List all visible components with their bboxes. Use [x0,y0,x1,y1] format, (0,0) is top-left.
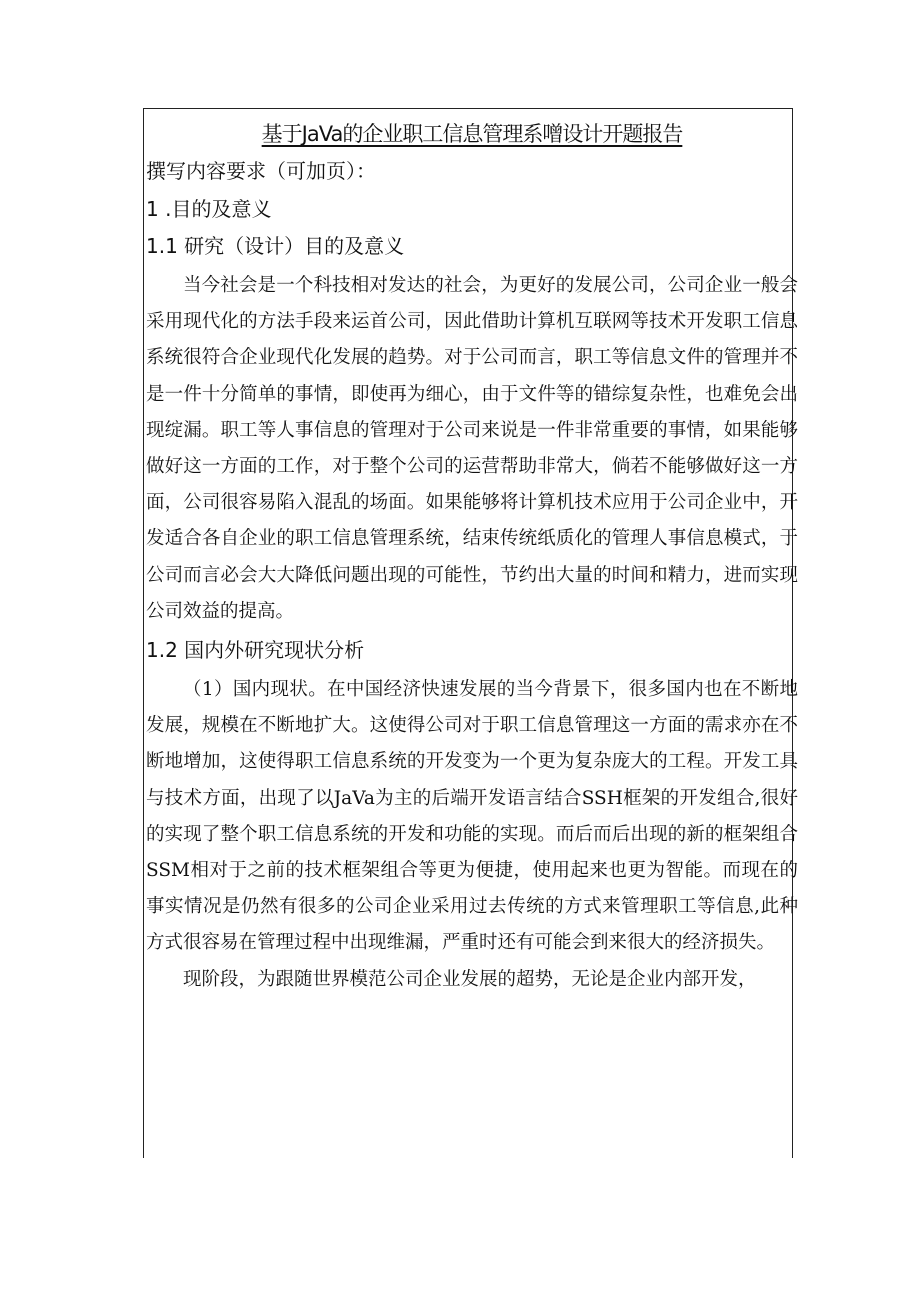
heading-research-status: 1.2 国内外研究现状分析 [146,638,365,663]
document-frame [143,108,798,1158]
heading-research-purpose: 1.1 研究（设计）目的及意义 [146,234,405,258]
heading-purpose: 1 .目的及意义 [146,197,272,221]
paragraph-domestic-status: （1）国内现状。在中国经济快速发展的当今背景下，很多国内也在不断地发展，规模在不断地扩大。这使得公司对于职工信息管理这一方面的需求亦在不断地增加，这使得职工信息系统的开发变为一个更为复杂庞大的工程。开发工具与技术方面，出现了以JaVa为主的后端开发语言结合SSH框架的开发组合,很好的实现了整个职工信息系统的开发和功能的实现。而后而后出现的新的框架组合SSM相对于之前的技术框架组合等更为便捷，使用起来也更为智能。而现在的事实情况是仍然有很多的公司企业采用过去传统的方式来管理职工等信息,此种方式很容易在管理过程中出现维漏，严重时还有可能会到来很大的经济损失。 [146,679,798,954]
paragraph-wrapper [146,669,798,1000]
paragraph-research-purpose: 当今社会是一个科技相对发达的社会，为更好的发展公司，公司企业一般会采用现代化的方法手段来运首公司，因此借助计算机互联网等技术开发职工信息系统很符合企业现代化发展的趋势。对于公司而言，职工等信息文件的管理并不是一件十分简单的事情，即使再为细心，由于文件等的错综复杂性，也难免会出现绽漏。职工等人事信息的管理对于公司来说是一件非常重要的事情，如果能够做好这一方面的工作，对于整个公司的运营帮助非常大，倘若不能够做好这一方面，公司很容易陷入混乱的场面。如果能够将计算机技术应用于公司企业中，开发适合各自企业的职工信息管理系统，结束传统纸质化的管理人事信息模式，于公司而言必会大大降低问题出现的可能性，节约出大量的时间和精力，进而实现公司效益的提高。 [146,275,798,622]
document-title: 基于JaVa的企业职工信息管理系噌设计开题报告 [261,122,683,146]
document-content [146,117,798,1000]
section-intro: 撰写内容要求（可加页）： [146,159,376,183]
paragraph-current-stage: 现阶段，为跟随世界模范公司企业发展的超势，无论是企业内部开发， [183,968,757,990]
paragraph-wrapper [146,265,798,632]
